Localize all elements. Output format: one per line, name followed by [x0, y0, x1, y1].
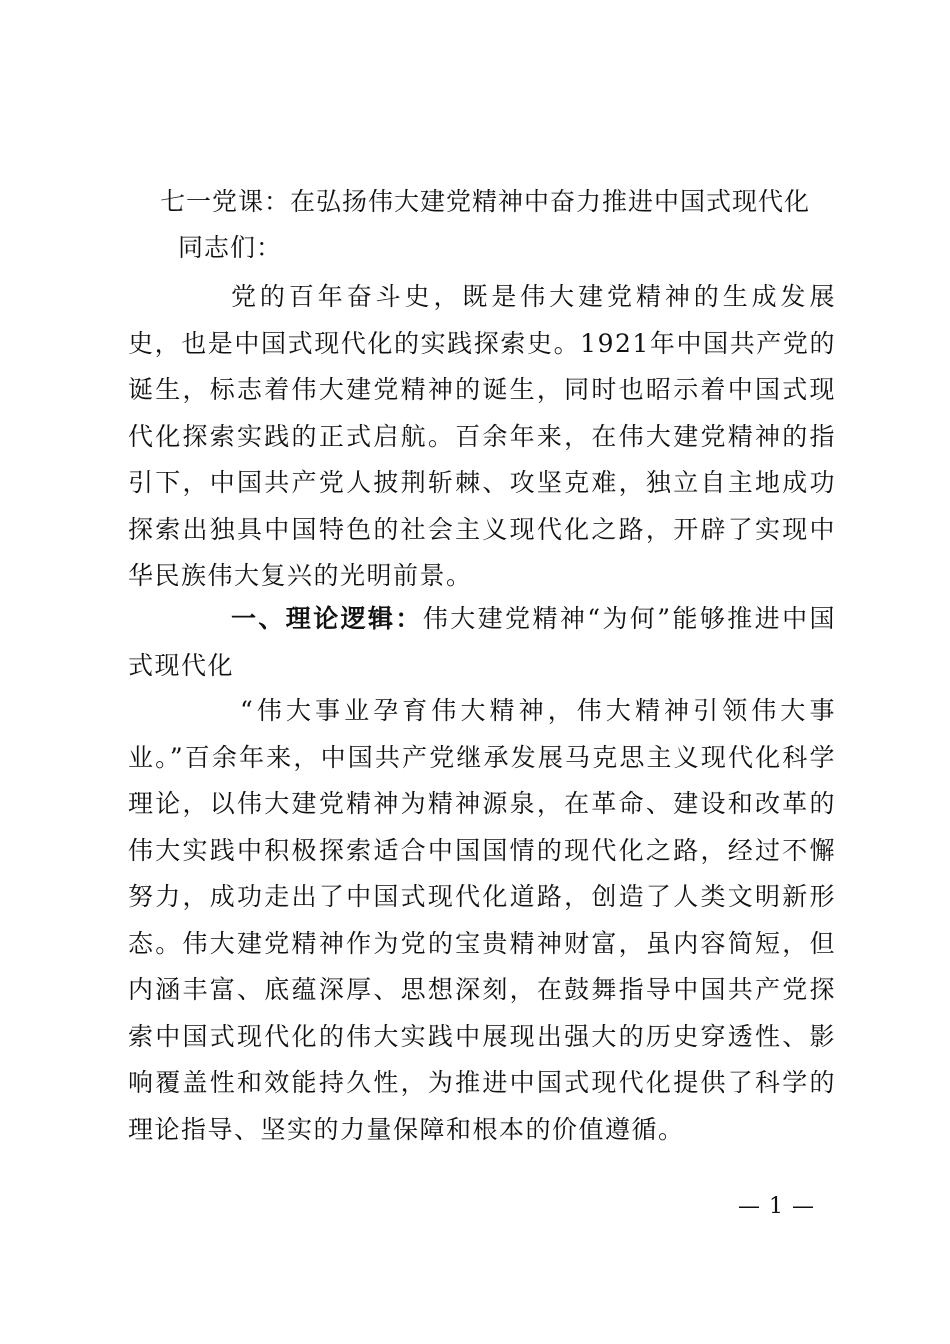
section-heading-1-label: 一、理论逻辑：	[231, 604, 423, 633]
section-heading-1	[128, 596, 836, 689]
paragraph-1: 党的百年奋斗史，既是伟大建党精神的生成发展史，也是中国式现代化的实践探索史。1921年中国共产党的诞生，标志着伟大建党精神的诞生，同时也昭示着中国式现代化探索实践的正式启航。百余年来，在伟大建党精神的指引下，中国共产党人披荆斩棘、攻坚克难，独立自主地成功探索出独具中国特色的社会主义现代化之路，开辟了实现中华民族伟大复兴的光明前景。	[128, 282, 836, 590]
section-heading-1-text: 伟大建党精神“为何”能够推进中国式现代化	[128, 604, 836, 680]
document-title: 七一党课：在弘扬伟大建党精神中奋力推进中国式现代化	[160, 187, 811, 216]
paragraph-2: “伟大事业孕育伟大精神，伟大精神引领伟大事业。”百余年来，中国共产党继承发展马克思主义现代化科学理论，以伟大建党精神为精神源泉，在革命、建设和改革的伟大实践中积极探索适合中国国情的现代化之路，经过不懈努力，成功走出了中国式现代化道路，创造了人类文明新形态。伟大建党精神作为党的宝贵精神财富，虽内容简短，但内涵丰富、底蕴深厚、思想深刻，在鼓舞指导中国共产党探索中国式现代化的伟大实践中展现出强大的历史穿透性、影响覆盖性和效能持久性，为推进中国式现代化提供了科学的理论指导、坚实的力量保障和根本的价值遵循。	[128, 696, 836, 1144]
page-number: — 1 —	[738, 1194, 815, 1219]
salutation: 同志们：	[178, 233, 283, 262]
